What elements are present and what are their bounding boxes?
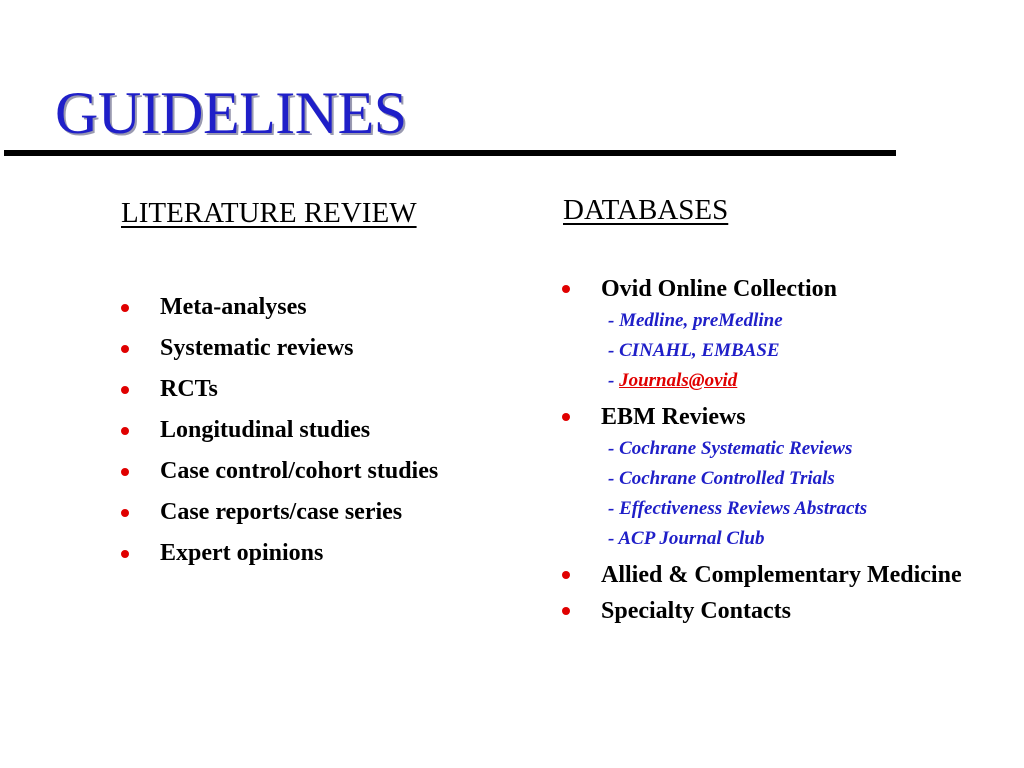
link-prefix: -	[608, 370, 620, 391]
database-group-specialty	[562, 595, 962, 631]
database-subitem: - CINAHL, EMBASE	[608, 340, 780, 361]
list-item	[121, 456, 541, 497]
database-group-label: Ovid Online Collection	[601, 276, 838, 302]
bullet-icon	[562, 413, 570, 421]
list-item	[121, 415, 541, 456]
list-item-label: Case control/cohort studies	[160, 458, 439, 484]
database-group-label: EBM Reviews	[601, 404, 746, 430]
bullet-icon	[562, 607, 570, 615]
bullet-icon	[562, 571, 570, 579]
bullet-icon	[121, 386, 129, 394]
bullet-icon	[121, 345, 129, 353]
database-subitem: - ACP Journal Club	[608, 528, 765, 549]
list-item-label: Meta-analyses	[160, 294, 307, 320]
database-group-ovid	[562, 273, 962, 401]
list-item-label: Expert opinions	[160, 540, 324, 566]
database-subitem: - Cochrane Controlled Trials	[608, 468, 835, 489]
bullet-icon	[562, 285, 570, 293]
literature-review-list	[121, 292, 541, 579]
database-group-ebm	[562, 401, 962, 559]
title-divider	[4, 150, 896, 156]
databases-heading: DATABASES	[563, 194, 729, 226]
list-item	[121, 292, 541, 333]
journals-ovid-link[interactable]: Journals@ovid	[619, 370, 738, 391]
list-item	[121, 374, 541, 415]
bullet-icon	[121, 304, 129, 312]
database-sublist	[601, 304, 962, 396]
literature-review-heading: LITERATURE REVIEW	[121, 197, 417, 229]
databases-list	[562, 273, 962, 631]
database-group-allied	[562, 559, 962, 595]
list-item	[121, 333, 541, 374]
database-subitem: - Medline, preMedline	[608, 310, 783, 331]
database-group-label: Allied & Complementary Medicine	[601, 562, 962, 588]
database-subitem: - Cochrane Systematic Reviews	[608, 438, 853, 459]
bullet-icon	[121, 427, 129, 435]
page-title: GUIDELINES	[55, 80, 407, 146]
database-subitem: - Effectiveness Reviews Abstracts	[608, 498, 868, 519]
database-sublist	[601, 432, 962, 554]
bullet-icon	[121, 509, 129, 517]
list-item	[121, 497, 541, 538]
list-item-label: Case reports/case series	[160, 499, 403, 525]
list-item-label: Systematic reviews	[160, 335, 354, 361]
list-item-label: RCTs	[160, 376, 218, 402]
bullet-icon	[121, 468, 129, 476]
list-item-label: Longitudinal studies	[160, 417, 371, 443]
bullet-icon	[121, 550, 129, 558]
database-group-label: Specialty Contacts	[601, 598, 791, 624]
list-item	[121, 538, 541, 579]
database-subitem-link-row	[562, 366, 962, 396]
